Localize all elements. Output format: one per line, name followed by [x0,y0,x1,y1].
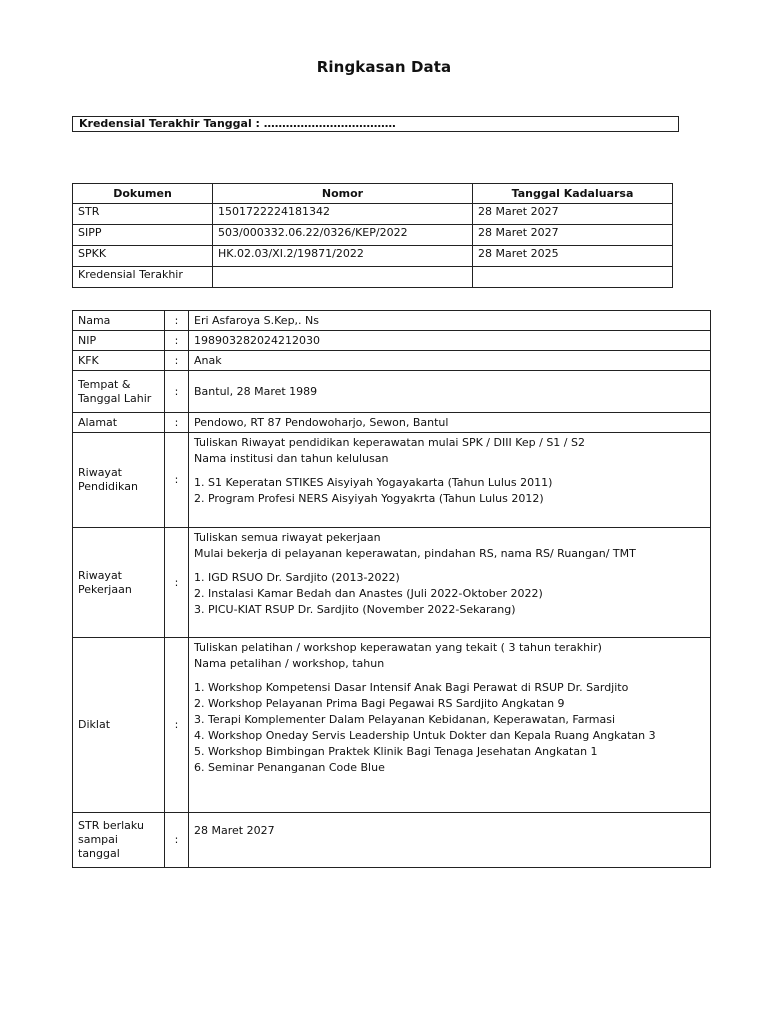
label-diklat: Diklat [73,638,165,813]
colon: : [165,813,189,868]
instruction-text: Tuliskan semua riwayat pekerjaan [194,531,381,544]
list-item: 5. Workshop Bimbingan Praktek Klinik Bagi Tenaga Jesehatan Angkatan 1 [194,745,598,758]
colon: : [165,331,189,351]
doc-number: HK.02.03/XI.2/19871/2022 [213,246,473,267]
value-riwayat-pekerjaan [189,528,711,638]
list-item: 2. Instalasi Kamar Bedah dan Anastes (Juli 2022-Oktober 2022) [194,587,543,600]
table-row [73,246,673,267]
colon: : [165,528,189,638]
list-item: 1. Workshop Kompetensi Dasar Intensif Anak Bagi Perawat di RSUP Dr. Sardjito [194,681,629,694]
instruction-text: Tuliskan Riwayat pendidikan keperawatan mulai SPK / DIII Kep / S1 / S2 [194,436,585,449]
doc-expiry: 28 Maret 2027 [473,204,673,225]
value-ttl: Bantul, 28 Maret 1989 [189,371,711,413]
credential-date-field: Kredensial Terakhir Tanggal : ……………………………… [72,116,679,132]
documents-table [72,183,673,288]
colon: : [165,413,189,433]
colon: : [165,351,189,371]
list-item: 1. S1 Keperatan STIKES Aisyiyah Yogayakarta (Tahun Lulus 2011) [194,476,553,489]
biodata-table [72,310,711,868]
label-kfk: KFK [73,351,165,371]
row-riwayat-pekerjaan [73,528,711,638]
value-diklat [189,638,711,813]
doc-number: 1501722224181342 [213,204,473,225]
row-alamat [73,413,711,433]
documents-header-row [73,184,673,204]
row-ttl [73,371,711,413]
row-nama [73,311,711,331]
list-item: 2. Program Profesi NERS Aisyiyah Yogyakrta (Tahun Lulus 2012) [194,492,544,505]
row-nip [73,331,711,351]
colon: : [165,433,189,528]
doc-name: Kredensial Terakhir [73,267,213,288]
label-str-berlaku: STR berlaku sampai tanggal [73,813,165,868]
row-str-berlaku [73,813,711,868]
colon: : [165,638,189,813]
list-item: 2. Workshop Pelayanan Prima Bagi Pegawai RS Sardjito Angkatan 9 [194,697,565,710]
value-nip: 198903282024212030 [189,331,711,351]
label-nama: Nama [73,311,165,331]
label-ttl: Tempat & Tanggal Lahir [73,371,165,413]
list-item: 3. Terapi Komplementer Dalam Pelayanan Kebidanan, Keperawatan, Farmasi [194,713,616,726]
doc-expiry [473,267,673,288]
list-item: 1. IGD RSUO Dr. Sardjito (2013-2022) [194,571,400,584]
doc-number: 503/000332.06.22/0326/KEP/2022 [213,225,473,246]
row-diklat [73,638,711,813]
row-kfk [73,351,711,371]
label-riwayat-pekerjaan: Riwayat Pekerjaan [73,528,165,638]
value-riwayat-pendidikan [189,433,711,528]
instruction-text: Tuliskan pelatihan / workshop keperawatan yang tekait ( 3 tahun terakhir) [194,641,602,654]
header-nomor: Nomor [213,184,473,204]
doc-name: STR [73,204,213,225]
instruction-text: Nama petalihan / workshop, tahun [194,657,385,670]
value-nama: Eri Asfaroya S.Kep,. Ns [189,311,711,331]
doc-expiry: 28 Maret 2025 [473,246,673,267]
str-expiry-date: 28 Maret 2027 [194,824,275,837]
value-alamat: Pendowo, RT 87 Pendowoharjo, Sewon, Bantul [189,413,711,433]
list-item: 4. Workshop Oneday Servis Leadership Untuk Dokter dan Kepala Ruang Angkatan 3 [194,729,656,742]
instruction-text: Nama institusi dan tahun kelulusan [194,452,389,465]
list-item: 3. PICU-KIAT RSUP Dr. Sardjito (November 2022-Sekarang) [194,603,516,616]
doc-number [213,267,473,288]
row-riwayat-pendidikan [73,433,711,528]
doc-name: SPKK [73,246,213,267]
label-alamat: Alamat [73,413,165,433]
label-nip: NIP [73,331,165,351]
value-kfk: Anak [189,351,711,371]
header-tanggal-kadaluarsa: Tanggal Kadaluarsa [473,184,673,204]
table-row [73,204,673,225]
list-item: 6. Seminar Penanganan Code Blue [194,761,385,774]
table-row [73,225,673,246]
colon: : [165,371,189,413]
label-riwayat-pendidikan: Riwayat Pendidikan [73,433,165,528]
colon: : [165,311,189,331]
value-str-berlaku [189,813,711,868]
page-title: Ringkasan Data [316,58,452,76]
instruction-text: Mulai bekerja di pelayanan keperawatan, pindahan RS, nama RS/ Ruangan/ TMT [194,547,636,560]
doc-expiry: 28 Maret 2027 [473,225,673,246]
doc-name: SIPP [73,225,213,246]
table-row [73,267,673,288]
header-dokumen: Dokumen [73,184,213,204]
